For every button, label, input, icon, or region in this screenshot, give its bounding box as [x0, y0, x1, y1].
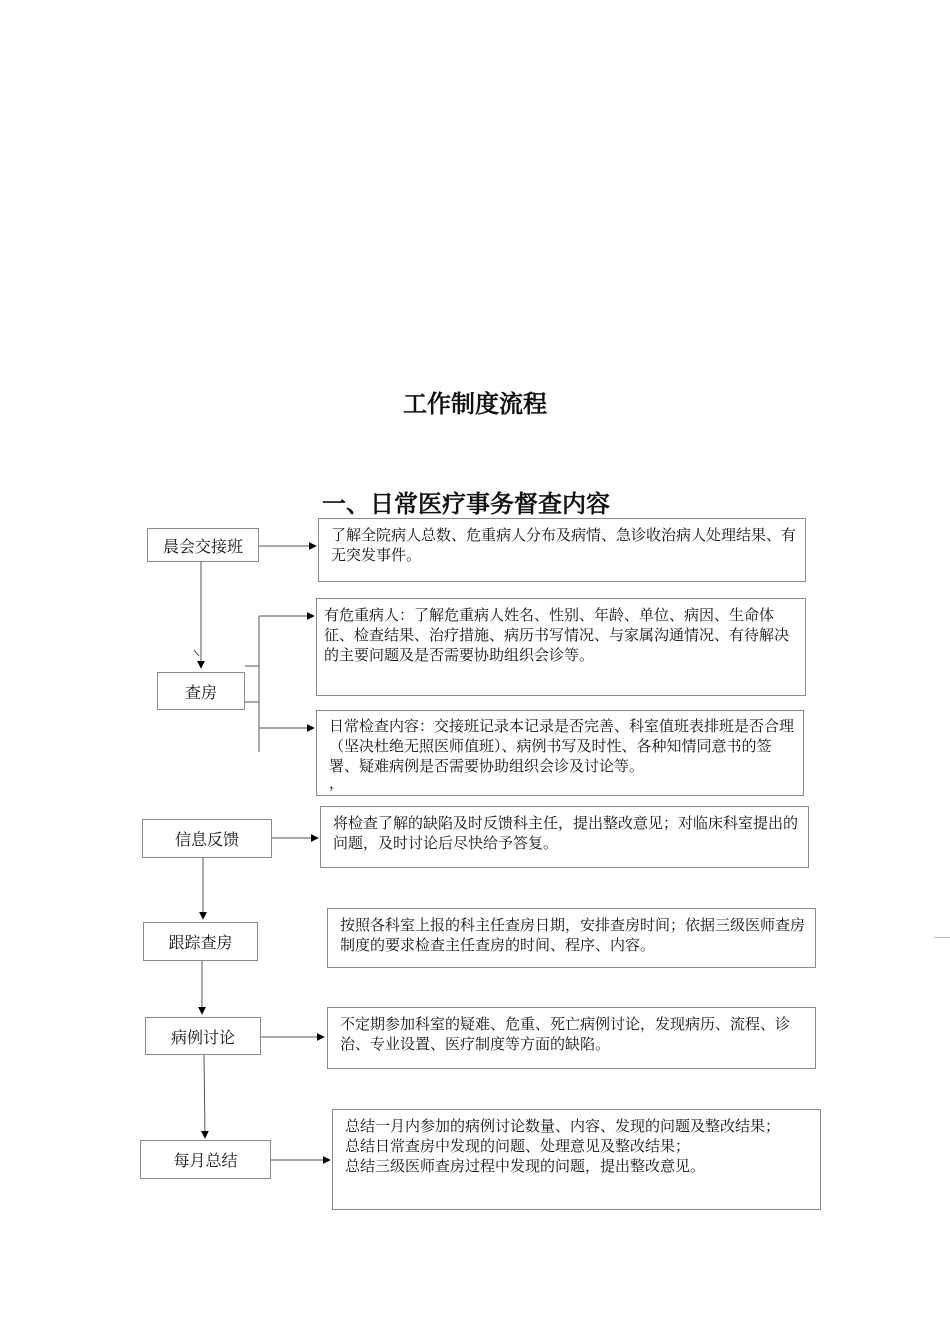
detail-critical-patients: [316, 598, 806, 696]
document-title: 工作制度流程: [403, 390, 547, 418]
step-label: 信息反馈: [174, 830, 239, 849]
detail-text: 总结三级医师查房过程中发现的问题，提出整改意见。: [345, 1157, 706, 1175]
detail-text: 日常检查内容：交接班记录本记录是否完善、科室值班表排班是否合理（坚决杜绝无照医师值班）、病例书写及时性、各种知情同意书的签署、疑难病例是否需要协助组织会诊及讨论等。: [329, 717, 795, 775]
step-label: 晨会交接班: [162, 536, 243, 556]
arrow-handover-rounds-tick: [194, 650, 199, 656]
detail-follow-rounds: [327, 908, 816, 968]
step-label: 跟踪查房: [168, 933, 233, 952]
step-case-discussion: [145, 1017, 261, 1055]
arrow-case-summary: [204, 1055, 205, 1138]
step-label: 每月总结: [173, 1151, 238, 1170]
detail-text: 将检查了解的缺陷及时反馈科主任，提出整改意见；对临床科室提出的问题，及时讨论后尽快给予答复。: [333, 814, 799, 852]
detail-text-tail: ，: [329, 774, 345, 792]
step-monthly-summary: [140, 1140, 271, 1179]
detail-text: 总结日常查房中发现的问题、处理意见及整改结果；: [345, 1137, 691, 1155]
step-follow-rounds: [143, 922, 258, 961]
step-info-feedback: [142, 819, 272, 858]
section-title: 一、日常医疗事务督查内容: [322, 490, 610, 518]
detail-feedback: [320, 806, 809, 868]
detail-text: 不定期参加科室的疑难、危重、死亡病例讨论，发现病历、流程、诊治、专业设置、医疗制度等方面的缺陷。: [340, 1015, 791, 1053]
step-ward-rounds: [157, 672, 245, 710]
detail-case-discussion: [327, 1007, 816, 1069]
step-morning-handover: [147, 528, 259, 562]
detail-handover: [318, 518, 806, 582]
detail-daily-check: [316, 710, 804, 796]
detail-monthly-summary: [332, 1109, 821, 1210]
step-label: 病例讨论: [170, 1027, 235, 1047]
detail-text: 按照各科室上报的科主任查房日期，安排查房时间；依据三级医师查房制度的要求检查主任查房的时间、程序、内容。: [340, 916, 806, 954]
detail-text: 总结一月内参加的病例讨论数量、内容、发现的问题及整改结果；: [345, 1117, 781, 1135]
page-edge-mark: [934, 937, 950, 938]
detail-text: 了解全院病人总数、危重病人分布及病情、急诊收治病人处理结果、有无突发事件。: [331, 526, 797, 564]
detail-text: 有危重病人：了解危重病人姓名、性别、年龄、单位、病因、生命体征、检查结果、治疗措施、病历书写情况、与家属沟通情况、有待解决的主要问题及是否需要协助组织会诊等。: [324, 606, 790, 664]
step-label: 查房: [184, 682, 217, 702]
